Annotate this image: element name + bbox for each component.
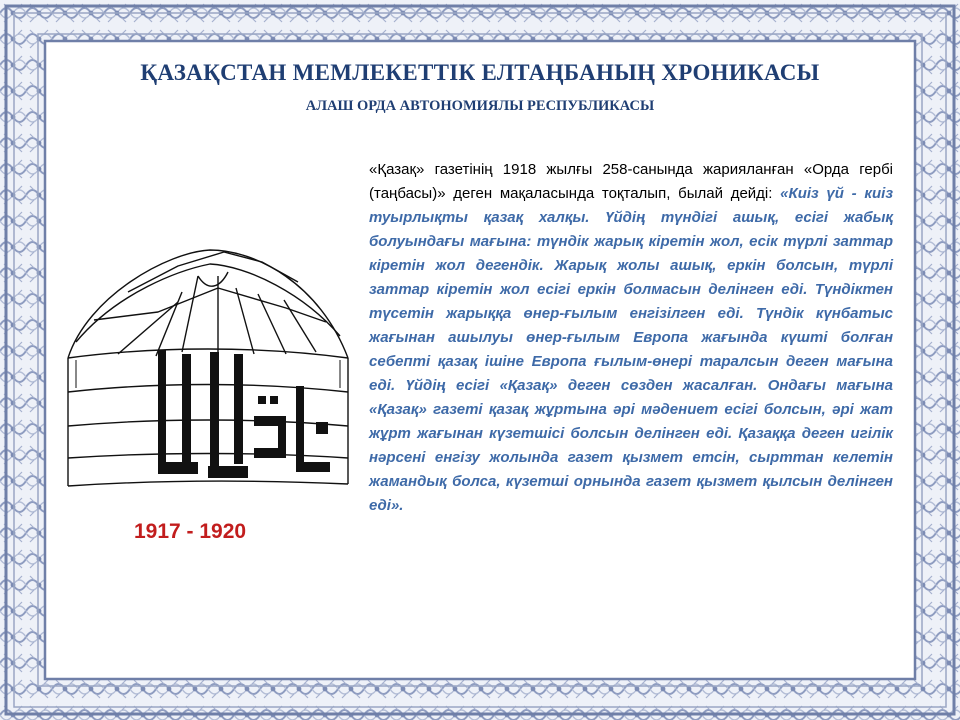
article-text [369, 158, 893, 518]
article-intro: «Қазақ» газетінің 1918 жылғы 258-санында жарияланған «Орда гербі (таңбасы)» деген мақаласында тоқталып, былай дейді: [369, 161, 893, 202]
page-subtitle: АЛАШ ОРДА АВТОНОМИЯЛЫ РЕСПУБЛИКАСЫ [305, 98, 655, 114]
article-quote: «Киіз үй - киіз туырлықты қазақ халқы. Үйдің түндігі ашық, есігі жабық болуындағы мағына: түндік жарық кіретін жол, есік түрлі заттар кіретін жол дегендік. Жарық жолы ашық, еркін болсын, түрлі заттар кіретін жол есігі еркін болмасын делінген еді. Түндіктен түсетін жарыққа өнер-ғылым енгізілген еді. Түндік күнбатыс жағынан ашылуы өнер-ғылым Европа жағында күшті болған себепті қазақ ішіне Европа ғылым-өнері таралсын деген мағына еді. Үйдің есігі «Қазақ» деген сөзден жасалған. Ондағы мағына «Қазақ» газеті қазақ жұртына әрі мәдениет есігі болсын, әрі жат жұрт жағынан күзетшісі болсын делінген еді. Қазаққа деген игілік нәрсені енгізу жолында газет қызмет етсін, сырттан келетін жамандық болса, күзетші орнында газет қызмет қылсын делінген еді». [369, 185, 893, 514]
yurt-emblem-icon [58, 236, 354, 506]
page-title: ҚАЗАҚСТАН МЕМЛЕКЕТТІК ЕЛТАҢБАНЫҢ ХРОНИКАСЫ [140, 60, 820, 85]
period-years: 1917 - 1920 [134, 520, 247, 543]
